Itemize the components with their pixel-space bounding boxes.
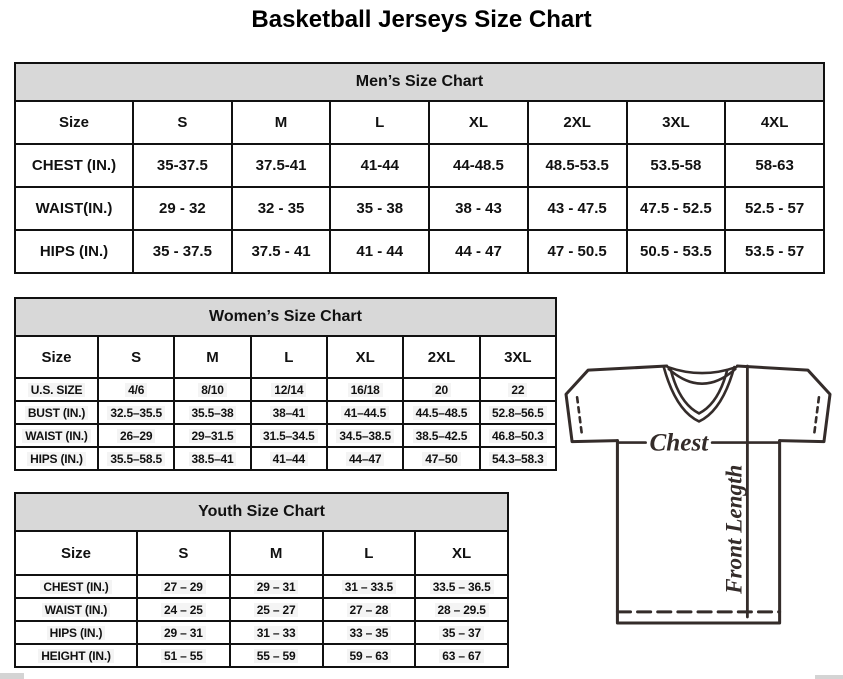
- size-value-cell: 32.5–35.5: [98, 401, 174, 424]
- size-column-header: M: [174, 336, 250, 378]
- table-row: [15, 187, 824, 230]
- table-row: [15, 230, 824, 273]
- corner-header-size: Size: [15, 101, 133, 144]
- row-label: U.S. SIZE: [15, 378, 98, 401]
- size-value-cell: 41 - 44: [330, 230, 429, 273]
- size-value-cell: 51 – 55: [137, 644, 230, 667]
- size-value-cell: 4/6: [98, 378, 174, 401]
- size-value-cell: 52.5 - 57: [725, 187, 824, 230]
- size-value-cell: 28 – 29.5: [415, 598, 508, 621]
- size-column-header: 2XL: [403, 336, 479, 378]
- size-value-cell: 35 - 37.5: [133, 230, 232, 273]
- table-row: [15, 644, 508, 667]
- table-title: Men’s Size Chart: [15, 63, 824, 101]
- size-value-cell: 26–29: [98, 424, 174, 447]
- size-value-cell: 44-48.5: [429, 144, 528, 187]
- size-value-cell: 29 – 31: [137, 621, 230, 644]
- size-value-cell: 41–44.5: [327, 401, 403, 424]
- scrollbar-fragment-left: [0, 673, 24, 679]
- table-title: Women’s Size Chart: [15, 298, 556, 336]
- size-value-cell: 27 – 28: [323, 598, 416, 621]
- size-value-cell: 46.8–50.3: [480, 424, 556, 447]
- table-row: [15, 598, 508, 621]
- size-column-header: XL: [327, 336, 403, 378]
- size-value-cell: 32 - 35: [232, 187, 331, 230]
- size-column-header: 4XL: [725, 101, 824, 144]
- size-value-cell: 44–47: [327, 447, 403, 470]
- size-value-cell: 37.5-41: [232, 144, 331, 187]
- size-value-cell: 33 – 35: [323, 621, 416, 644]
- size-value-cell: 47–50: [403, 447, 479, 470]
- size-value-cell: 20: [403, 378, 479, 401]
- row-label: HIPS (IN.): [15, 230, 133, 273]
- size-value-cell: 38 - 43: [429, 187, 528, 230]
- table-row: [15, 401, 556, 424]
- youth-size-chart: [14, 492, 509, 668]
- front-length-label: Front Length: [721, 464, 748, 594]
- size-value-cell: 58-63: [725, 144, 824, 187]
- size-value-cell: 31 – 33.5: [323, 575, 416, 598]
- size-column-header: 3XL: [480, 336, 556, 378]
- size-value-cell: 24 – 25: [137, 598, 230, 621]
- table-row: [15, 144, 824, 187]
- size-value-cell: 38.5–41: [174, 447, 250, 470]
- table-row: [15, 378, 556, 401]
- jersey-diagram-svg: [558, 360, 834, 628]
- size-value-cell: 54.3–58.3: [480, 447, 556, 470]
- chest-label: Chest: [649, 429, 709, 457]
- size-value-cell: 52.8–56.5: [480, 401, 556, 424]
- size-value-cell: 43 - 47.5: [528, 187, 627, 230]
- size-value-cell: 35.5–38: [174, 401, 250, 424]
- size-value-cell: 55 – 59: [230, 644, 323, 667]
- size-value-cell: 53.5-58: [627, 144, 726, 187]
- size-column-header: L: [251, 336, 327, 378]
- scrollbar-fragment-right: [815, 675, 843, 679]
- size-column-header: L: [323, 531, 416, 575]
- size-value-cell: 27 – 29: [137, 575, 230, 598]
- size-value-cell: 47.5 - 52.5: [627, 187, 726, 230]
- size-value-cell: 31 – 33: [230, 621, 323, 644]
- womens-size-chart-table: [14, 297, 557, 471]
- size-column-header: S: [98, 336, 174, 378]
- youth-size-chart-table: [14, 492, 509, 668]
- size-value-cell: 35 – 37: [415, 621, 508, 644]
- size-value-cell: 50.5 - 53.5: [627, 230, 726, 273]
- row-label: CHEST (IN.): [15, 144, 133, 187]
- size-value-cell: 48.5-53.5: [528, 144, 627, 187]
- womens-size-chart: [14, 297, 557, 471]
- size-value-cell: 29 – 31: [230, 575, 323, 598]
- size-value-cell: 8/10: [174, 378, 250, 401]
- size-column-header: XL: [415, 531, 508, 575]
- size-value-cell: 44.5–48.5: [403, 401, 479, 424]
- size-value-cell: 35-37.5: [133, 144, 232, 187]
- row-label: WAIST (IN.): [15, 598, 137, 621]
- row-label: HIPS (IN.): [15, 621, 137, 644]
- size-value-cell: 63 – 67: [415, 644, 508, 667]
- size-value-cell: 16/18: [327, 378, 403, 401]
- size-value-cell: 59 – 63: [323, 644, 416, 667]
- size-value-cell: 41-44: [330, 144, 429, 187]
- size-value-cell: 41–44: [251, 447, 327, 470]
- size-value-cell: 33.5 – 36.5: [415, 575, 508, 598]
- table-title: Youth Size Chart: [15, 493, 508, 531]
- size-column-header: 3XL: [627, 101, 726, 144]
- row-label: WAIST (IN.): [15, 424, 98, 447]
- size-value-cell: 29 - 32: [133, 187, 232, 230]
- row-label: HIPS (IN.): [15, 447, 98, 470]
- size-value-cell: 35 - 38: [330, 187, 429, 230]
- row-label: CHEST (IN.): [15, 575, 137, 598]
- size-column-header: S: [137, 531, 230, 575]
- mens-size-chart-table: [14, 62, 825, 274]
- row-label: HEIGHT (IN.): [15, 644, 137, 667]
- jersey-collar: [664, 367, 737, 421]
- size-value-cell: 37.5 - 41: [232, 230, 331, 273]
- size-column-header: XL: [429, 101, 528, 144]
- table-row: [15, 424, 556, 447]
- size-value-cell: 25 – 27: [230, 598, 323, 621]
- size-column-header: L: [330, 101, 429, 144]
- jersey-outline: [566, 366, 830, 623]
- size-value-cell: 44 - 47: [429, 230, 528, 273]
- size-value-cell: 38–41: [251, 401, 327, 424]
- page-title: Basketball Jerseys Size Chart: [251, 6, 592, 33]
- row-label: BUST (IN.): [15, 401, 98, 424]
- table-row: [15, 575, 508, 598]
- size-value-cell: 12/14: [251, 378, 327, 401]
- size-value-cell: 35.5–58.5: [98, 447, 174, 470]
- size-column-header: S: [133, 101, 232, 144]
- size-value-cell: 53.5 - 57: [725, 230, 824, 273]
- size-column-header: 2XL: [528, 101, 627, 144]
- row-label: WAIST(IN.): [15, 187, 133, 230]
- size-column-header: M: [230, 531, 323, 575]
- size-value-cell: 38.5–42.5: [403, 424, 479, 447]
- size-column-header: M: [232, 101, 331, 144]
- size-value-cell: 22: [480, 378, 556, 401]
- size-value-cell: 47 - 50.5: [528, 230, 627, 273]
- table-row: [15, 447, 556, 470]
- table-row: [15, 621, 508, 644]
- corner-header-size: Size: [15, 336, 98, 378]
- corner-header-size: Size: [15, 531, 137, 575]
- mens-size-chart: [14, 62, 825, 274]
- size-value-cell: 29–31.5: [174, 424, 250, 447]
- size-value-cell: 31.5–34.5: [251, 424, 327, 447]
- size-value-cell: 34.5–38.5: [327, 424, 403, 447]
- jersey-measurement-diagram: [558, 360, 834, 628]
